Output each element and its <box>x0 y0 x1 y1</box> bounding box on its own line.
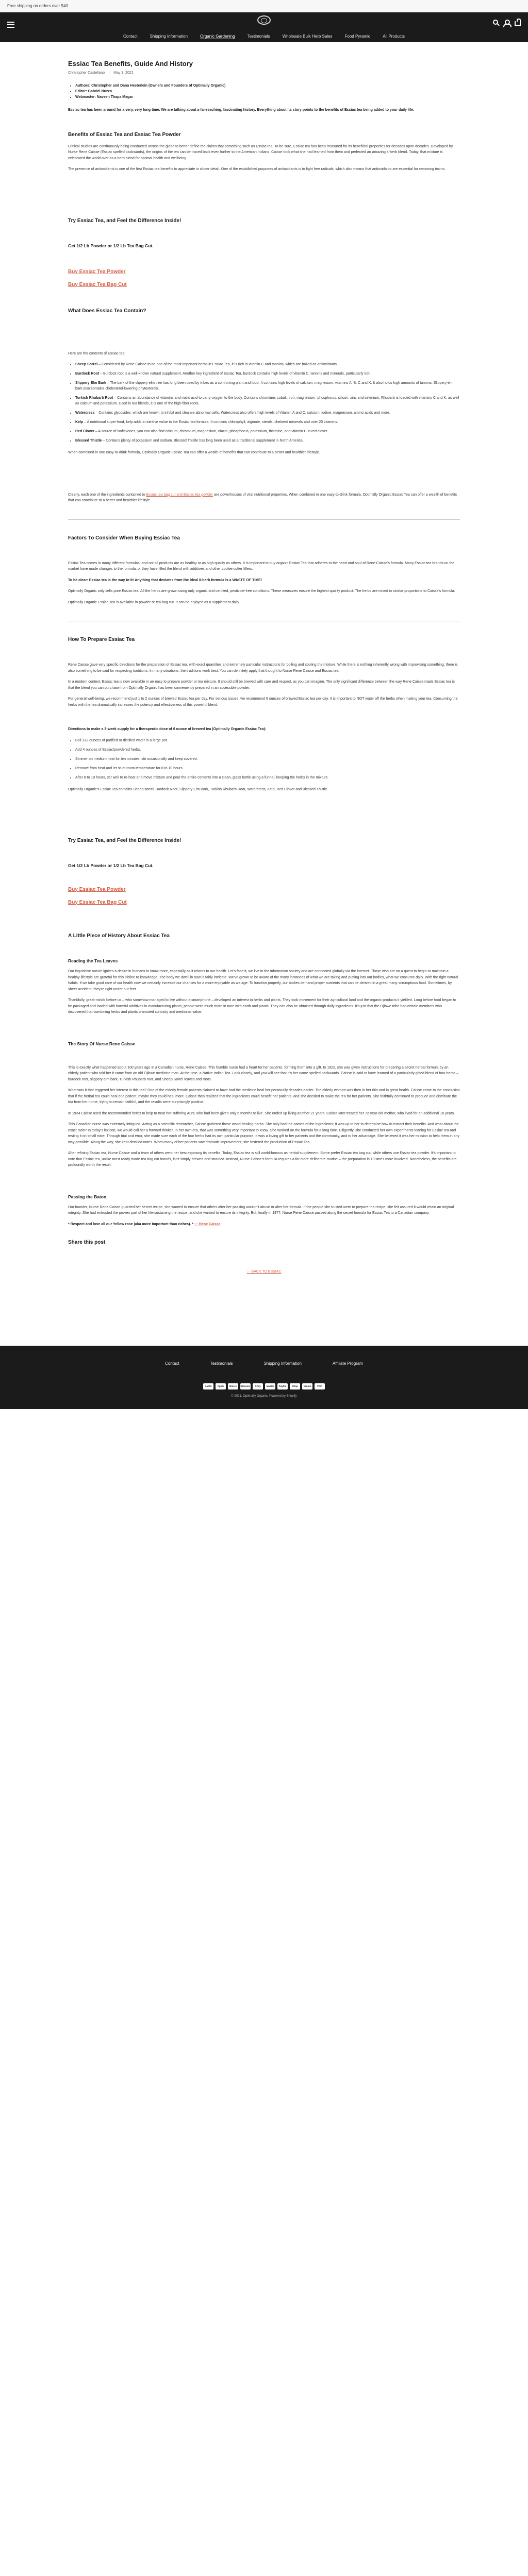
quote-text: * Respect and love all our Yellow rose (aka more important than riches). * <box>68 1222 194 1226</box>
herb-name: Blessed Thistle <box>75 439 102 443</box>
announcement-bar <box>0 0 528 12</box>
directions-note: Optimally Organic's Essiac Tea contains Sheep sorrel, Burdock Root, Slippery Elm Bark, Turkish Rhubarb Root, Watercress, Kelp, Red Clover and Blessed Thistle. <box>68 787 328 791</box>
leaves-paragraph: Our inquisitive nature ignites a desire in humans to know more, especially as it relates to our health. Let's face it, we live in the information society and are connected globally via the internet. Those who are on a quest to begin or maintain a healthy lifestyle are grateful for this lifeline to knowledge. The body we dwell in now is fairly intricate. We've grown to be aware of the many instances of what we are taking and putting into our bodies, what we consume daily. With the right natural habits, if we take good care of our health now we certainly increase our chances for a more enjoyable as we age. To function properly, our bodies demand proper nutrients that can be derived in a great many scrumptious food. Sometimes, by sheer accident, they're right under our feet. <box>68 970 458 991</box>
essiac-products-link[interactable]: Essiac tea bag cut and Essiac tea powder <box>146 493 213 497</box>
story-paragraph: This is exactly what happened about 100 years ago in a Canadian nurse, Rene Caisse. This humble nurse had a heart for her patients, forming them into a gift. In 1922, she was given instructions for preparing a secret herbal formula by an elderly patient who told her it came from an old Ojibwe medicine man. At the time, a Native Indian Tea. Look closely, and you will see that it's her name spelled backwards. Caisse is said to have learned of a particularly gifted blend of four herbs – burdock root, slippery elm bark, Turkish Rhubarb root, and Sheep Sorrel leaves and roots. <box>68 1065 459 1081</box>
page-title: Essiac Tea Benefits, Guide And History <box>68 60 193 67</box>
article <box>68 42 460 1346</box>
nav-item-testimonials[interactable]: Testimonials <box>247 34 270 39</box>
section-divider <box>68 519 460 520</box>
discover-icon: Discover <box>240 1383 251 1389</box>
herb-name: Slippery Elm Bark <box>75 381 106 385</box>
herb-text: – A nutritional super-food, kelp adds a nutritive value to the Essiac tea formula. It contains chlorophyll, alginate, sterols, chelated minerals and over 20 vitamins. <box>83 420 338 424</box>
herb-text: – Contains plenty of potassium and sodium. Blessed Thistle has long been used as a traditional supplement in North America. <box>102 439 304 443</box>
list-item <box>75 371 460 377</box>
nav-item-shipping[interactable]: Shipping Information <box>150 34 188 39</box>
benefits-paragraph: The presence of antioxidants is one of the first Essiac tea benefits to appreciate in closer detail. One of the established purposes of antioxidants is to fight free radicals, which also means that antioxidants are essential for removing toxins. <box>68 167 446 171</box>
list-item: • Remove from heat and let sit at room temperature for 8 to 10 hours. <box>75 766 460 771</box>
story-paragraph: This Canadian nurse was extremely intrigued. Acting as a scientific researcher, Caisse gathered these wood-healing herbs. She only had the names of the ingredients; it was up to her to determine how to extract their benefits. And what about the exact ratio? In today's lexicon, we would call her a forward thinker. In her own era, that was something very important to know. She worked on the formula for a long time. Diligently, she conducted her own experiments leaning for Essiac tea and testing it on small mice. Through trial and error, she made sure each of the four herbs had its own particular purpose. It was a loving gift to her patients and the community, and to her advantage. She believed it was her mission to help them in any way possible. Along the way, she kept detailed notes. When many of her patients saw dramatic improvement, she fostered the production of Essiac Tea. <box>68 1123 459 1144</box>
get-heading: Get 1/2 Lb Powder or 1/2 Lb Tea Bag Cut. <box>68 243 154 248</box>
venmo-icon: Venmo <box>302 1383 312 1389</box>
buy-bag-cut-link[interactable]: Buy Essiac Tea Bag Cut <box>68 281 127 287</box>
article-meta <box>68 71 460 75</box>
herb-name: Kelp <box>75 420 84 424</box>
story-paragraph: After refining Essiac tea, Nurse Caisse and a team of others went her best exposing its benefits. Today, Essiac tea is still world-famous as herbal supplement. Some prefer Essiac tea bag cut, while others use Essiac tea powder. It's important to note that Essiac tea, unlike most ready made tea bag cut brands, isn't simply brewed and strained. Instead, Nurse Caisse's formula requires a far more deliberate routine – the preparation is 10 times more involved. Nonetheless, the benefits are profoundly worth the result. <box>68 1151 457 1167</box>
footer-links <box>0 1361 528 1366</box>
directions-title: Directions to make a 3-week supply for a therapeutic dose of 6 ounce of brewed tea (Optimally Organic Essiac Tea): <box>68 727 267 731</box>
search-icon[interactable] <box>493 20 498 25</box>
cart-icon[interactable] <box>515 21 521 26</box>
amex-icon: AMEX <box>203 1383 213 1389</box>
list-item: • Boil 132 ounces of purified or distilled water in a large pot. <box>75 738 460 743</box>
clearly-text: Clearly, each one of the ingredients contained in <box>68 493 146 497</box>
herb-name: Red Clover <box>75 430 94 433</box>
article-date: May 3, 2021 <box>113 71 134 75</box>
copyright: © 2021, Optimally Organic. Powered by Shopify <box>231 1395 297 1398</box>
share-heading: Share this post <box>68 1240 106 1245</box>
header-icons <box>493 20 521 26</box>
rene-caisse-link[interactable]: — Rene Caisse <box>194 1222 221 1226</box>
nav-item-wholesale[interactable]: Wholesale Bulk Herb Sales <box>282 34 333 39</box>
try-heading: Try Essiac Tea, and Feel the Difference Inside! <box>68 217 182 224</box>
contain-heading: What Does Essiac Tea Contain? <box>68 308 146 314</box>
account-icon[interactable] <box>503 20 509 26</box>
herb-text: – A source of isoflavones, you can also find calcium, chromium, magnesium, niacin, phosphorus, potassium, thiamine, and vitamin C in red clover. <box>94 430 328 433</box>
herb-name: Sheep Sorrel <box>75 363 98 366</box>
list-item: • After 8 to 10 hours, stir well to re-heat and move mixture and pour the entire contents into a clean, glass bottle using a funnel, keeping the herbs in the mixture. <box>75 775 460 781</box>
list-item <box>75 419 460 425</box>
shop-pay-icon: Shop <box>290 1383 300 1389</box>
credit-item: • Webmaster: Naveen Thapa Magar <box>75 94 460 100</box>
list-item <box>75 380 460 392</box>
footer-link-shipping[interactable]: Shipping Information <box>263 1361 302 1366</box>
credit-item: • Editor: Gabriel Nuzzo <box>75 89 460 94</box>
herb-name: Turkish Rhubarb Root <box>75 396 113 400</box>
herb-text: – The bark of the slippery elm tree has long been used by tribes as a comforting plant and food. It contains high levels of calcium, magnesium, vitamins A, B, C and K. It also holds high amounts of tannins. Slippery elm bark also contains cholesterol-lowering phytosterols. <box>75 381 454 391</box>
paypal-icon: PayPal <box>277 1383 288 1389</box>
payment-icons <box>0 1383 528 1394</box>
article-author: Christopher Castellano <box>68 71 105 75</box>
story-paragraph: What was it that triggered her interest in this tea? One of the elderly female patients claimed to have had the medicine heal her personally decades earlier. The elderly woman was then in her 80s and in great health. Caisse came to the conclusion that if the herbal tea could heal one patient, maybe they could heal more. Caisse then realized that the ingredients could benefit her patients, and she decided to make the tea for her patients. She faithfully continued to produce and distribute the tea from her home, trying to remain faithful, and the results were surprisingly positive. <box>68 1089 460 1104</box>
credit-item: • Authors: Christopher and Dana Hesterlein (Owners and Founders of Optimally Organic) <box>75 83 460 89</box>
list-item <box>75 362 460 367</box>
herb-text: – Burdock root is a well-known natural supplement. Another key ingredient of Essiac Tea, burdock contains high levels of vitamin C, tannins and minerals, particularly iron. <box>99 372 372 376</box>
buy-powder-link[interactable]: Buy Essiac Tea Powder <box>68 268 126 275</box>
buy-bag-cut-link[interactable]: Buy Essiac Tea Bag Cut <box>68 900 127 905</box>
story-heading: The Story Of Nurse Rene Caisse <box>68 1041 136 1046</box>
factors-paragraph: Optimally Organic only sells pure Essiac tea. All the herbs are grown using only organic and certified, pesticide-free conditions. These measures ensure the highest quality product. The herbs are mixed in similar proportions to Caisse's formula. <box>68 589 455 593</box>
herb-text: – Considered by Rene Caisse to be one of the most important herbs in Essiac Tea, it is rich in vitamin C and tannins, which are hailed as antioxidants. <box>97 363 338 366</box>
list-item <box>75 429 460 434</box>
herb-text: – Contains an abundance of vitamins and malic acid to carry oxygen to the body. Contains chromium, cobalt, iron, magnesium, phosphorus, silicon, zinc and selenium. Rhubarb is loaded with vitamins C and K, as well as calcium and potassium. Used in tea blends, it is one of the high-fiber roots. <box>75 396 459 405</box>
factors-paragraph: Essiac Tea comes in many different formulas, and not all products are as healthy or as high quality as others. It is important to buy organic Essiac Tea that adheres to the heart and soul of Rene Caisse's formula. Many Essiac tea brands on the market have made changes to the formula, or they have filled the blend with additives and other cookie-cutter fillers. <box>68 561 455 571</box>
intro-text: Essiac tea has been around for a very, very long time. We are talking about a far-reaching, fascinating history. Everything about its story points to the benefits of Essiac tea being added to your daily life. <box>68 108 414 112</box>
benefits-paragraph: Clinical studies are continuously being conducted across the globe to better define the claims that something such as Essiac tea. To be sure, Essiac tea has been treasured for its beneficial properties for decades upon decades. Developed by Nurse Rene Caisse (Essiac spelled backwards), the origins of the tea can be traced back even further to the American Indians. Caisse took what she had learned from them and perfected an amazing 4-herb blend. Today, that mixture is celebrated the world over as a herb blend for optimal health and wellbeing. <box>68 144 453 160</box>
factors-paragraph: To be clear: Essiac tea is the way to it! Anything that deviates from the ideal 8-herb formula is a WASTE OF TIME! <box>68 578 262 582</box>
menu-icon[interactable] <box>7 22 14 28</box>
site-header <box>0 12 528 42</box>
nav-item-contact[interactable]: Contact <box>123 34 138 39</box>
list-item <box>75 410 460 416</box>
try-heading: Try Essiac Tea, and Feel the Difference Inside! <box>68 838 182 843</box>
list-item <box>75 395 460 406</box>
prepare-paragraph: Rene Caisse gave very specific directions for the preparation of Essiac tea, with exact quantities and extremely particular instructions for boiling and cooling the mixture. While there is nothing inherently wrong with improvising something, there is also something to be said for respecting traditions. In many situations, the traditions work best. You can definitely apply that thought to Nurse Rene Caisse and Essiac tea. <box>68 663 458 673</box>
apple-pay-icon: Apple Pay <box>216 1383 226 1389</box>
footer-link-contact[interactable]: Contact <box>165 1361 179 1366</box>
leaves-heading: Reading the Tea Leaves <box>68 958 118 963</box>
leaves-paragraph: Thankfully, great-minds before us – who somehow managed to live without a smartphone – developed an interest in herbs and plants. They took movement for their agricultural land and the organic products it yielded. Long before food began to be packaged and loaded with harmful additives in manufacturing plants, people were much more in tune with earth and plants. They can also be obtained through daily ingredients. It's just that the Ojibwe tribe had certain members who discovered that combining herbs and plants promoted curiosity and medicinal value. <box>68 998 456 1014</box>
google-pay-icon: GPay <box>253 1383 263 1389</box>
back-to-blog-link[interactable]: ← BACK TO ESSIAC <box>246 1270 282 1274</box>
herb-name: Burdock Root <box>75 372 100 376</box>
site-footer <box>0 1346 528 1409</box>
contain-intro: Here are the contents of Essiac tea: <box>68 351 126 355</box>
prepare-heading: How To Prepare Essiac Tea <box>68 637 135 642</box>
main-nav <box>0 34 528 39</box>
nav-item-food-pyramid[interactable]: Food Pyramid <box>344 34 371 39</box>
herb-text: – Contains glycosides, which are known to inhibit and cleanse abnormal cells. Watercress also offers high levels of Vitamin A and C, calcium, iodine, magnesium, amino acids and more. <box>94 411 390 415</box>
logo[interactable] <box>257 15 271 25</box>
story-paragraph: In 1924 Caisse used the recommended herbs to help to treat her suffering Aunt, who had been given only 6 months to live. She ended up living another 21 years. Caisse later treated her 72-year-old mother, who lived for an additional 18 years. <box>68 1111 455 1115</box>
factors-paragraph: Optimally Organic Essiac Tea is available in powder or tea bag cut. It can be enjoyed as a supplement daily. <box>68 600 240 604</box>
diners-icon: Diners <box>228 1383 238 1389</box>
prepare-paragraph: In a modern context, Essiac tea is now available in an easy to prepare powder or tea mixture. It should still be brewed with care and respect, as you can imagine. The only significant difference between the way Rene Caisse made Essiac tea is that the blend you can purchase from Optimally Organic has been conveniently prepared in an accessible powder. <box>68 680 455 690</box>
contain-outro: When combined in one easy-to-drink formula, Optimally Organic Essiac Tea can offer a wealth of benefits that can contribute to a better and healthier lifestyle. <box>68 451 320 454</box>
list-item: • Simmer on medium heat for ten minutes; stir occasionally and keep covered. <box>75 756 460 762</box>
history-heading: A Little Piece of History About Essiac Tea <box>68 933 170 939</box>
prepare-paragraph: For general well-being, we recommend just 1 to 2 ounces of brewed Essiac tea per day. For serious issues, we recommend 6 ounces of brewed Essiac tea per day. It is important to NOT water off the herbs when making your tea. Consuming the herbs with the tea dramatically increases the potency and effectiveness of this powerful blend. <box>68 697 458 707</box>
mastercard-icon: Master <box>265 1383 275 1389</box>
footer-link-testimonials[interactable]: Testimonials <box>210 1361 233 1366</box>
nav-item-organic-gardening[interactable]: Organic Gardening <box>200 34 235 39</box>
clearly-text: are powerhouses of vital nutritional properties. When combined in one easy-to-drink formula, Optimally Organic Essiac Tea can offer a wealth of benefits that can contribute to a better and healthier lifestyle. <box>68 493 457 502</box>
get-heading: Get 1/2 Lb Powder or 1/2 Lb Tea Bag Cut. <box>68 863 154 868</box>
passing-quote <box>68 1222 460 1228</box>
herb-list <box>68 362 460 444</box>
clearly-paragraph <box>68 492 460 504</box>
announcement-text: Free shipping on orders over $40 <box>7 4 68 8</box>
visa-icon: VISA <box>315 1383 325 1389</box>
list-item <box>75 438 460 444</box>
list-item: • Add 4 ounces of Essiac/powdered herbs. <box>75 747 460 753</box>
factors-heading: Factors To Consider When Buying Essiac Tea <box>68 535 180 541</box>
directions-list <box>68 738 460 781</box>
passing-heading: Passing the Baton <box>68 1194 107 1199</box>
buy-powder-link[interactable]: Buy Essiac Tea Powder <box>68 887 126 892</box>
passing-paragraph: Our founder, Nurse Rene Caisse guarded her secret recipe, she wanted to ensure that others after her passing wouldn't abuse or alter her formula. If the people she trusted were to prepare the recipe, she felt assured it would retain an original integrity. She had entrusted the proven part of her life-sustaining the recipe, and she wanted to ensure its integrity. But, finally in 1977, Nurse Rene Caisse passed along the secret formula for Essiac Tea to a Canadian company. <box>68 1205 454 1215</box>
nav-item-all-products[interactable]: All Products <box>383 34 405 39</box>
credits-list <box>68 83 460 100</box>
footer-link-affiliate[interactable]: Affiliate Program <box>332 1361 363 1366</box>
benefits-heading: Benefits of Essiac Tea and Essiac Tea Powder <box>68 131 181 138</box>
herb-name: Watercress <box>75 411 95 415</box>
